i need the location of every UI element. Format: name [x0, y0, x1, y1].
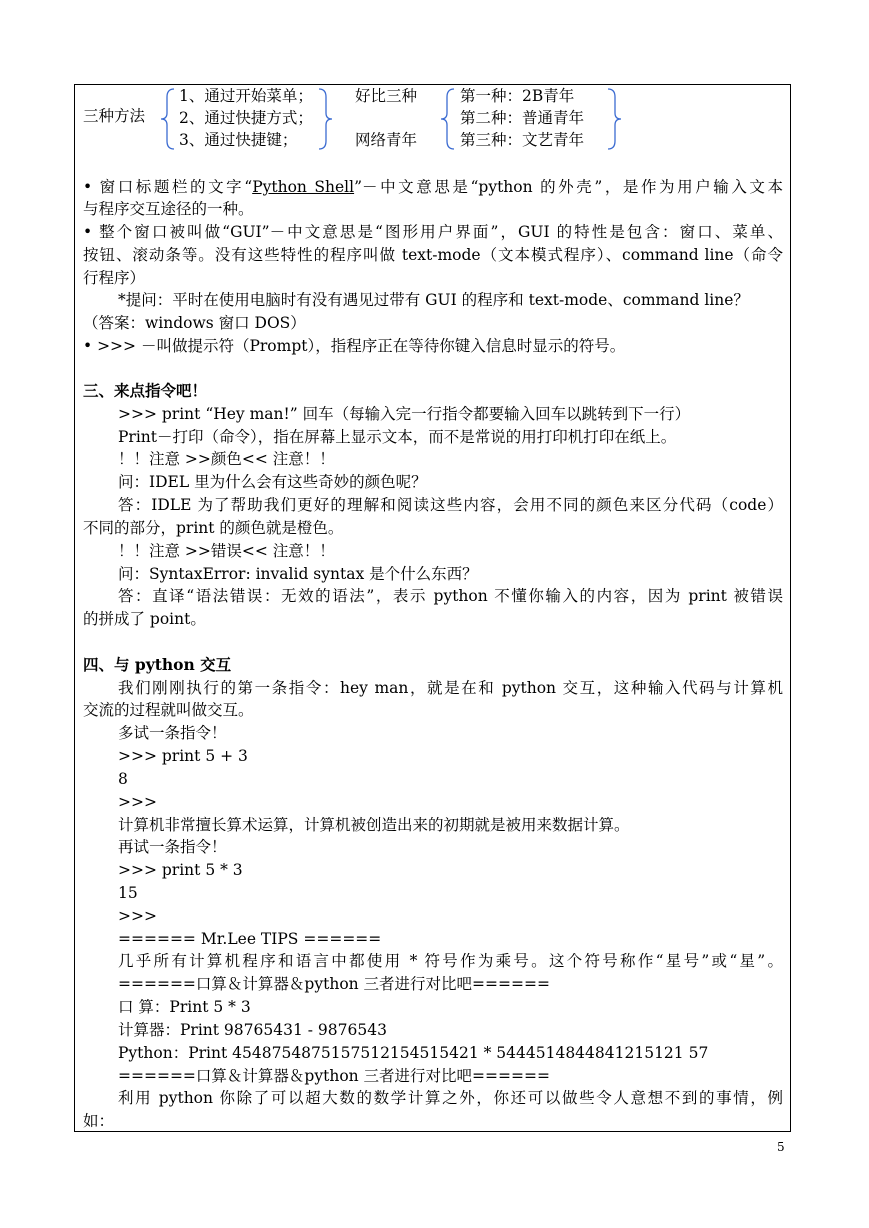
text-line: 答：IDLE 为了帮助我们更好的理解和阅读这些内容，会用不同的颜色来区分代码（code） — [118, 496, 783, 514]
code-output: 8 — [118, 770, 128, 788]
text-line: 几乎所有计算机程序和语言中都使用 * 符号作为乘号。这个符号称作“星号”或“星”。 — [118, 952, 783, 970]
text-line: Print－打印（命令），指在屏幕上显示文本，而不是常说的用打印机打印在纸上。 — [118, 428, 677, 446]
tips-heading: ====== Mr.Lee TIPS ====== — [118, 930, 382, 948]
text-line: 计算机非常擅长算术运算，计算机被创造出来的初期就是被用来数据计算。 — [118, 816, 630, 834]
text-line: ！！注意 >>颜色<< 注意！！ — [118, 450, 335, 468]
text-line: 与程序交互途径的一种。 — [83, 200, 254, 218]
type-2: 第二种：普通青年 — [460, 109, 585, 127]
text-line: ！！注意 >>错误<< 注意！！ — [118, 542, 335, 560]
text-line: 答：直译“语法错误：无效的语法”，表示 python 不懂你输入的内容，因为 print 被错误 — [118, 587, 783, 605]
analogy-top: 好比三种 — [355, 87, 418, 105]
text-line: 我们刚刚执行的第一条指令：hey man，就是在和 python 交互，这种输入代码与计算机 — [118, 679, 783, 697]
compare-mental: 口 算：Print 5 * 3 — [118, 998, 251, 1016]
compare-python: Python：Print 4548754875157512154515421 * 5444514844841215121 57 — [118, 1044, 709, 1062]
text-line: 行程序） — [83, 269, 146, 287]
right-brace-icon — [606, 87, 622, 151]
bullet-python-shell: • 窗口标题栏的文字“Python Shell”－中文意思是“python 的外壳”，是作为用户输入文本 — [83, 178, 784, 196]
page-number: 5 — [777, 1140, 785, 1154]
right-brace-icon — [317, 87, 333, 151]
bullet-prompt: • >>> －叫做提示符（Prompt），指程序正在等待你键入信息时显示的符号。 — [83, 337, 626, 355]
code-output: 15 — [118, 884, 138, 902]
analogy-bottom: 网络青年 — [355, 131, 418, 149]
text-line: 问：IDEL 里为什么会有这些奇妙的颜色呢？ — [118, 473, 427, 491]
text-line: 再试一条指令！ — [118, 838, 227, 856]
section-3-heading: 三、来点指令吧！ — [83, 381, 208, 400]
bullet-gui: • 整个窗口被叫做“GUI”－中文意思是“图形用户界面”，GUI 的特性是包含：窗口、菜单、 — [83, 223, 783, 241]
text-line: 按钮、滚动条等。没有这些特性的程序叫做 text-mode（文本模式程序）、command line（命令 — [83, 246, 783, 264]
compare-heading: ======口算＆计算器＆python 三者进行对比吧====== — [118, 975, 550, 993]
answer-line: （答案：windows 窗口 DOS） — [83, 314, 306, 332]
compare-footer: ======口算＆计算器＆python 三者进行对比吧====== — [118, 1067, 550, 1085]
section-4-heading: 四、与 python 交互 — [83, 655, 232, 674]
code-prompt: >>> — [118, 793, 157, 811]
text-line: 多试一条指令！ — [118, 724, 227, 742]
code-line: >>> print 5 * 3 — [118, 861, 243, 879]
left-brace-icon — [440, 87, 456, 151]
method-item-3: 3、通过快捷键； — [179, 131, 298, 149]
type-3: 第三种：文艺青年 — [460, 131, 585, 149]
method-item-2: 2、通过快捷方式； — [179, 109, 313, 127]
text-line: >>> print “Hey man!” 回车（每输入完一行指令都要输入回车以跳转到下一行） — [118, 405, 691, 423]
left-brace-icon — [160, 87, 176, 151]
text-line: 利用 python 你除了可以超大数的数学计算之外，你还可以做些令人意想不到的事情，例 — [118, 1089, 783, 1107]
text-line: 交流的过程就叫做交互。 — [83, 701, 254, 719]
methods-label: 三种方法 — [83, 107, 146, 125]
type-1: 第一种：2B青年 — [460, 87, 575, 105]
text-line: 不同的部分，print 的颜色就是橙色。 — [83, 519, 344, 537]
method-item-1: 1、通过开始菜单； — [179, 87, 313, 105]
compare-calculator: 计算器：Print 98765431 - 9876543 — [118, 1021, 387, 1039]
text-line: 如： — [83, 1112, 115, 1130]
code-prompt: >>> — [118, 907, 157, 925]
code-line: >>> print 5 + 3 — [118, 747, 248, 765]
python-shell-term: Python Shell — [252, 178, 355, 196]
text-line: 问：SyntaxError: invalid syntax 是个什么东西？ — [118, 565, 478, 583]
text-line: 的拼成了 point。 — [83, 610, 206, 628]
question-line: *提问：平时在使用电脑时有没有遇见过带有 GUI 的程序和 text-mode、command line？ — [118, 291, 749, 309]
